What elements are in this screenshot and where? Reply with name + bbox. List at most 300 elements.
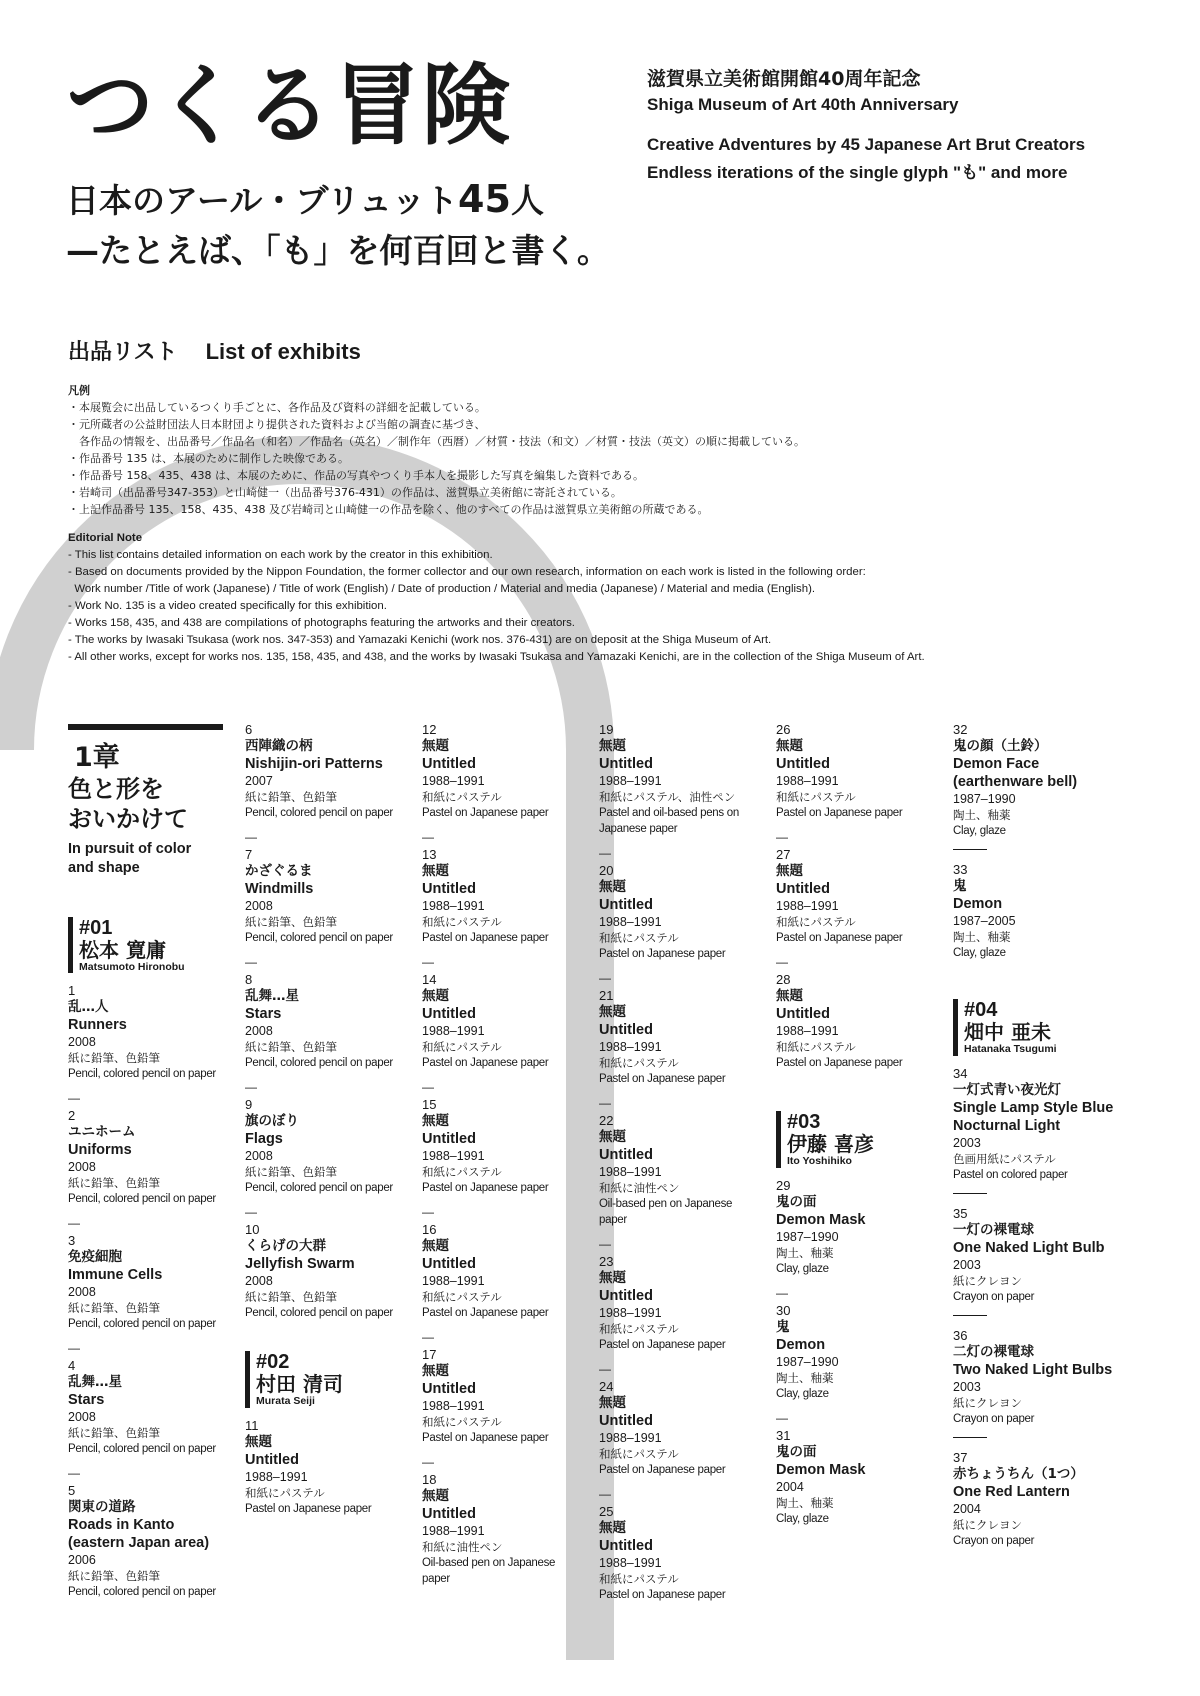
work-number: 11 — [245, 1417, 259, 1433]
work-material-en: Pastel and oil-based pens on — [599, 807, 739, 819]
work-material-en: Pastel on Japanese paper — [599, 1339, 726, 1351]
work-material-en: Pencil, colored pencil on paper — [68, 1586, 216, 1599]
chapter-bar — [68, 724, 223, 730]
work-entry — [68, 1358, 238, 1457]
separator: — — [422, 1205, 434, 1219]
description-line: Endless iterations of the single glyph "も" and more — [647, 163, 1068, 183]
work-title-en: Demon — [776, 1336, 826, 1353]
work-title-ja: 無題 — [599, 1004, 626, 1020]
artist-name-en: Hatanaka Tsugumi — [964, 1043, 1057, 1055]
work-date: 2008 — [245, 1024, 273, 1038]
separator-line — [953, 849, 987, 850]
work-date: 2003 — [953, 1257, 981, 1272]
work-material-ja: 和紙に油性ペン — [422, 1540, 503, 1554]
artist-name-en: Ito Yoshihiko — [787, 1155, 852, 1167]
work-material-en: Pastel on Japanese paper — [245, 1502, 372, 1515]
work-title-ja: 乱…人 — [68, 999, 109, 1016]
artist-header — [245, 1351, 415, 1408]
work-entry — [599, 988, 769, 1087]
work-title-en: Immune Cells — [68, 1267, 163, 1284]
work-title-ja: 無題 — [245, 1433, 272, 1450]
work-entry — [245, 1097, 415, 1196]
notes-line: 各作品の情報を、出品番号／作品名（和名）／作品名（英名）／制作年（西暦）／材質・技法（和文）／材質・技法（英文）の順に掲載している。 — [68, 435, 805, 448]
work-date: 2004 — [776, 1479, 804, 1494]
main-title: つくる冒険 — [66, 54, 512, 157]
subtitle-part: 日本のアール・ブリュット — [66, 181, 459, 220]
separator: — — [422, 1330, 434, 1344]
work-title-en: Demon Mask — [776, 1461, 866, 1478]
chapter-title: 色と形を — [68, 775, 164, 804]
work-number: 10 — [245, 1222, 260, 1237]
work-entry — [68, 1108, 238, 1207]
work-number: 25 — [599, 1504, 614, 1519]
work-material-en: Pencil, colored pencil on paper — [245, 1057, 393, 1069]
work-number: 27 — [776, 847, 791, 862]
work-entry — [599, 1379, 769, 1478]
work-title-ja: 免疫細胞 — [68, 1249, 122, 1266]
work-date: 2008 — [68, 1410, 96, 1425]
work-entry — [599, 1113, 769, 1228]
work-entry — [599, 1504, 769, 1603]
work-date: 1988–1991 — [599, 1431, 662, 1445]
work-entry — [422, 722, 592, 821]
separator: — — [776, 830, 788, 844]
notes-line: - This list contains detailed information on each work by the creator in this exhibition. — [68, 549, 493, 561]
notes-line: ・作品番号 158、435、438 は、本展のために、作品の写真やつくり手本人を撮影した写真を編集した資料である。 — [68, 469, 644, 482]
work-entry — [953, 722, 1153, 839]
work-title-ja: 無題 — [422, 1488, 449, 1504]
separator: — — [776, 1285, 788, 1300]
work-number: 37 — [953, 1449, 968, 1465]
chapter-en-line: and shape — [68, 859, 140, 876]
separator: — — [68, 1216, 80, 1231]
exhibit-column-4 — [599, 722, 769, 1605]
artist-number: #01 — [79, 916, 113, 939]
separator: — — [599, 1096, 611, 1110]
work-date: 1988–1991 — [245, 1469, 308, 1484]
work-title-en: Untitled — [599, 1147, 653, 1163]
artist-name: 松本 寛庸 — [79, 937, 166, 962]
exhibit-column-6 — [953, 722, 1153, 1551]
work-material-en: Pastel on Japanese paper — [599, 1073, 726, 1085]
work-title-en: Untitled — [776, 756, 830, 772]
work-material-ja: 紙に鉛筆、色鉛筆 — [245, 1040, 337, 1054]
work-material-ja: 和紙にパステル — [776, 1040, 856, 1054]
work-title-en: Two Naked Light Bulbs — [953, 1361, 1113, 1378]
work-number: 20 — [599, 863, 614, 878]
work-date: 1988–1991 — [599, 915, 662, 929]
work-number: 30 — [776, 1302, 791, 1318]
work-title-en: Untitled — [422, 756, 476, 772]
work-material-ja: 和紙にパステル — [776, 915, 856, 929]
work-entry — [599, 722, 769, 837]
exhibit-column-1 — [68, 724, 238, 1602]
work-date: 2008 — [68, 1160, 96, 1175]
notes-en — [68, 530, 1148, 666]
work-date: 2008 — [68, 1285, 96, 1300]
notes-line: - The works by Iwasaki Tsukasa (work nos. 347-353) and Yamazaki Kenichi (work nos. 376-431) are on deposit at the Shiga Museum of Art. — [68, 634, 772, 646]
work-date: 2008 — [245, 899, 273, 913]
notes-line: ・上記作品番号 135、158、435、438 及び岩崎司と山崎健一の作品を除く、他のすべての作品は滋賀県立美術館の所蔵である。 — [68, 503, 709, 516]
work-material-en: Oil-based pen on Japanese — [422, 1557, 556, 1569]
work-title-ja: くらげの大群 — [245, 1238, 326, 1254]
work-entry — [776, 722, 946, 821]
work-material-ja: 和紙にパステル — [599, 1572, 679, 1586]
work-title-ja: 無題 — [422, 1363, 449, 1379]
work-material-ja: 紙に鉛筆、色鉛筆 — [68, 1426, 160, 1441]
title-block — [66, 54, 626, 275]
work-entry — [245, 847, 415, 946]
work-number: 36 — [953, 1327, 968, 1343]
artist-name: 伊藤 喜彦 — [787, 1132, 874, 1156]
work-number: 19 — [599, 722, 614, 737]
work-title-ja: 一灯の裸電球 — [953, 1221, 1034, 1238]
separator: — — [599, 1237, 611, 1251]
work-date: 1988–1991 — [422, 1524, 485, 1538]
work-date: 1988–1991 — [422, 774, 485, 788]
exhibit-column-2 — [245, 722, 415, 1519]
work-entry — [776, 847, 946, 946]
work-entry — [68, 983, 238, 1082]
work-entry — [422, 972, 592, 1071]
work-title-en: Untitled — [599, 756, 653, 772]
work-material-en: Pastel on Japanese paper — [422, 1057, 549, 1069]
work-title-ja: 乱舞…星 — [68, 1374, 122, 1391]
work-title-en: Untitled — [422, 1131, 476, 1147]
work-number: 31 — [776, 1427, 791, 1443]
separator-line — [953, 1437, 987, 1438]
work-material-ja: 紙にクレヨン — [953, 1273, 1022, 1288]
separator: — — [68, 1466, 80, 1481]
work-material-ja: 紙に鉛筆、色鉛筆 — [245, 915, 337, 929]
work-material-en: Pencil, colored pencil on paper — [68, 1068, 216, 1081]
work-title-ja: 鬼の面 — [776, 1443, 817, 1460]
artist-name-en: Matsumoto Hironobu — [79, 960, 185, 973]
work-title-en: Untitled — [599, 1288, 653, 1304]
work-entry — [599, 863, 769, 962]
work-date: 1988–1991 — [422, 1274, 485, 1288]
separator: — — [776, 1410, 788, 1425]
work-date: 2007 — [245, 774, 273, 788]
work-title-ja: 無題 — [422, 988, 449, 1004]
subtitle-line2: —たとえば、「も」を何百回と書く。 — [66, 231, 610, 271]
work-title-ja: 鬼 — [776, 1318, 790, 1335]
notes-ja-heading: 凡例 — [68, 384, 90, 397]
work-number: 18 — [422, 1472, 437, 1487]
artist-name: 畑中 亜未 — [964, 1020, 1051, 1044]
separator: — — [599, 846, 611, 860]
subtitle-line1 — [66, 172, 626, 227]
work-title-en: Untitled — [422, 1506, 476, 1522]
work-date: 1988–1991 — [776, 1024, 839, 1038]
work-date: 1988–1991 — [776, 899, 839, 913]
work-title-en-cont: (eastern Japan area) — [68, 1535, 210, 1552]
work-material-ja: 陶土、釉薬 — [953, 930, 1011, 944]
work-title-en: Uniforms — [68, 1142, 132, 1159]
artist-number: #03 — [787, 1111, 821, 1133]
work-number: 35 — [953, 1205, 968, 1221]
work-entry — [68, 1233, 238, 1332]
work-material-ja: 和紙にパステル — [245, 1485, 325, 1500]
separator: — — [422, 1455, 434, 1469]
work-material-en: Pastel on Japanese paper — [422, 1307, 549, 1319]
work-number: 22 — [599, 1113, 614, 1128]
work-material-en: Pastel on Japanese paper — [422, 1182, 549, 1194]
separator: — — [245, 1205, 257, 1219]
work-number: 26 — [776, 722, 791, 737]
work-number: 33 — [953, 862, 968, 877]
separator: — — [68, 1091, 80, 1106]
work-title-ja: 鬼の面 — [776, 1193, 817, 1210]
work-date: 2003 — [953, 1135, 981, 1150]
artist-name: 村田 清司 — [256, 1372, 343, 1396]
work-title-ja: 関東の道路 — [68, 1499, 136, 1516]
work-title-en: Untitled — [422, 1006, 476, 1022]
work-material-ja: 紙に鉛筆、色鉛筆 — [245, 1290, 337, 1304]
work-entry — [245, 1222, 415, 1321]
separator: — — [776, 955, 788, 969]
work-title-en: Untitled — [599, 897, 653, 913]
work-title-ja: 無題 — [776, 863, 803, 879]
work-title-en: Stars — [245, 1006, 282, 1022]
anniversary-ja: 滋賀県立美術館開館40周年記念 — [647, 68, 921, 90]
notes-line: ・元所蔵者の公益財団法人日本財団より提供された資料および当館の調査に基づき、 — [68, 418, 486, 431]
work-entry — [422, 1472, 592, 1587]
work-number: 34 — [953, 1065, 968, 1081]
separator: — — [422, 830, 434, 844]
work-material-ja: 和紙にパステル — [599, 931, 679, 945]
work-title-ja: 一灯式青い夜光灯 — [953, 1081, 1061, 1098]
exhibit-column-5 — [776, 722, 946, 1529]
work-entry — [776, 972, 946, 1071]
work-entry — [422, 1347, 592, 1446]
work-material-en: Pencil, colored pencil on paper — [245, 807, 393, 819]
work-title-ja: 鬼 — [953, 878, 967, 894]
work-title-ja: かざぐるま — [245, 863, 313, 879]
work-title-ja: 無題 — [599, 1270, 626, 1286]
work-date: 2004 — [953, 1501, 981, 1516]
work-entry — [953, 1328, 1153, 1427]
separator: — — [599, 1487, 611, 1501]
work-title-ja: 無題 — [599, 738, 626, 754]
work-material-en: Pastel on Japanese paper — [776, 1057, 903, 1069]
work-title-en: Windmills — [245, 881, 314, 897]
notes-line: ・岩崎司（出品番号347-353）と山崎健一（出品番号376-431）の作品は、滋賀県立美術館に寄託されている。 — [68, 486, 622, 499]
work-material-ja: 和紙にパステル — [422, 1290, 502, 1304]
exhibition-description — [647, 131, 1167, 187]
work-title-en: Untitled — [245, 1451, 299, 1468]
work-number: 15 — [422, 1097, 437, 1112]
notes-ja — [68, 382, 1148, 518]
work-date: 1988–1991 — [599, 1556, 662, 1570]
chapter-title-en — [68, 840, 238, 876]
work-material-en: Clay, glaze — [953, 825, 1006, 837]
separator: — — [245, 1080, 257, 1094]
work-material-en: Pencil, colored pencil on paper — [68, 1318, 216, 1331]
work-material-en: Pencil, colored pencil on paper — [68, 1193, 216, 1206]
work-material-en-cont: paper — [422, 1573, 450, 1585]
work-number: 14 — [422, 972, 437, 987]
work-date: 1987–1990 — [776, 1229, 839, 1244]
work-title-en: Roads in Kanto — [68, 1517, 175, 1534]
work-material-ja: 紙に鉛筆、色鉛筆 — [68, 1176, 160, 1191]
notes-line: - All other works, except for works nos. 135, 158, 435, and 438, and the works by Iwasaki Tsukasa and Yamazaki Kenichi, are in the collection of the Shiga Museum of Art. — [68, 651, 925, 663]
work-title-ja: 西陣織の柄 — [245, 738, 313, 754]
artist-header — [953, 999, 1153, 1056]
notes-en-heading: Editorial Note — [68, 532, 143, 544]
work-material-ja: 陶土、釉薬 — [776, 1495, 834, 1510]
work-date: 2006 — [68, 1553, 96, 1568]
work-material-ja: 紙にクレヨン — [953, 1395, 1022, 1410]
work-material-ja: 紙に鉛筆、色鉛筆 — [68, 1301, 160, 1316]
work-entry — [245, 722, 415, 821]
work-number: 1 — [68, 983, 76, 999]
work-number: 8 — [245, 972, 253, 987]
separator-line — [953, 1315, 987, 1316]
work-number: 5 — [68, 1483, 76, 1499]
work-entry — [422, 1097, 592, 1196]
separator: — — [245, 830, 257, 844]
work-material-ja: 陶土、釉薬 — [953, 808, 1011, 822]
work-number: 29 — [776, 1177, 791, 1193]
work-material-en: Pastel on Japanese paper — [422, 807, 549, 819]
work-number: 13 — [422, 847, 437, 862]
work-material-ja: 和紙にパステル — [422, 1165, 502, 1179]
work-entry — [68, 1483, 238, 1600]
work-title-en-cont: (earthenware bell) — [953, 774, 1078, 790]
work-date: 1988–1991 — [599, 1306, 662, 1320]
work-number: 32 — [953, 722, 968, 737]
work-material-en: Crayon on paper — [953, 1290, 1035, 1303]
work-title-en: Untitled — [776, 881, 830, 897]
work-title-en: Demon Mask — [776, 1211, 866, 1228]
work-material-ja: 陶土、釉薬 — [776, 1370, 834, 1385]
work-entry — [245, 972, 415, 1071]
work-number: 3 — [68, 1233, 76, 1249]
work-entry — [599, 1254, 769, 1353]
work-material-en: Crayon on paper — [953, 1534, 1035, 1547]
notes-line: - Based on documents provided by the Nippon Foundation, the former collector and our own research, information on each work is listed in the following order: — [68, 566, 866, 578]
notes-line: ・本展覧会に出品しているつくり手ごとに、各作品及び資料の詳細を記載している。 — [68, 401, 486, 414]
notes-line: ・作品番号 135 は、本展のために制作した映像である。 — [68, 452, 349, 465]
work-title-en: Runners — [68, 1017, 127, 1034]
work-title-ja: 無題 — [422, 863, 449, 879]
work-title-ja: ユニホーム — [68, 1124, 136, 1141]
list-heading-en: List of exhibits — [205, 339, 361, 364]
work-material-en: Pencil, colored pencil on paper — [245, 1182, 393, 1194]
work-title-ja: 無題 — [422, 738, 449, 754]
work-entry — [422, 847, 592, 946]
work-date: 1987–2005 — [953, 914, 1016, 928]
work-date: 1987–1990 — [776, 1354, 839, 1369]
work-number: 17 — [422, 1347, 437, 1362]
work-material-ja: 和紙にパステル — [776, 790, 856, 804]
work-title-ja: 無題 — [599, 1520, 626, 1536]
work-material-ja: 紙にクレヨン — [953, 1517, 1022, 1532]
work-date: 1988–1991 — [599, 1040, 662, 1054]
separator: — — [245, 955, 257, 969]
work-number: 23 — [599, 1254, 614, 1269]
work-title-en: Demon — [953, 896, 1003, 912]
work-material-ja: 和紙に油性ペン — [599, 1181, 680, 1195]
work-material-en-cont: paper — [599, 1214, 627, 1226]
work-title-en: Untitled — [422, 881, 476, 897]
work-title-en: Jellyfish Swarm — [245, 1256, 355, 1272]
work-title-en: Demon Face — [953, 756, 1040, 772]
subtitle-number: 45 — [458, 177, 511, 221]
list-heading-ja: 出品リスト — [68, 340, 178, 365]
work-number: 7 — [245, 847, 253, 862]
work-entry — [245, 1418, 415, 1517]
work-date: 1988–1991 — [422, 899, 485, 913]
anniversary-en: Shiga Museum of Art 40th Anniversary — [647, 94, 959, 114]
work-number: 16 — [422, 1222, 437, 1237]
chapter-title: おいかけて — [68, 805, 188, 834]
work-entry — [953, 862, 1153, 961]
notes-line: - Works 158, 435, and 438 are compilations of photographs featuring the artworks and their creators. — [68, 617, 575, 629]
separator: — — [422, 955, 434, 969]
work-title-en: Single Lamp Style Blue — [953, 1099, 1114, 1116]
work-date: 1988–1991 — [599, 1165, 662, 1179]
work-material-en: Clay, glaze — [953, 947, 1006, 959]
work-material-ja: 和紙にパステル、油性ペン — [599, 790, 736, 804]
separator: — — [599, 1362, 611, 1376]
work-material-en: Pencil, colored pencil on paper — [68, 1443, 216, 1456]
artist-number: #02 — [256, 1351, 290, 1373]
work-material-en: Clay, glaze — [776, 1262, 829, 1275]
work-number: 24 — [599, 1379, 614, 1394]
work-material-en: Clay, glaze — [776, 1387, 829, 1400]
work-title-ja: 旗のぼり — [245, 1113, 299, 1129]
work-material-ja: 和紙にパステル — [599, 1447, 679, 1461]
work-title-en: Stars — [68, 1392, 105, 1409]
work-entry — [422, 1222, 592, 1321]
work-material-ja: 色画用紙にパステル — [953, 1151, 1056, 1166]
artist-name-en: Murata Seiji — [256, 1395, 315, 1407]
work-material-en: Pastel on Japanese paper — [776, 807, 903, 819]
work-entry — [776, 1428, 946, 1527]
work-number: 2 — [68, 1108, 76, 1124]
work-date: 1988–1991 — [422, 1149, 485, 1163]
work-title-ja: 無題 — [599, 879, 626, 895]
work-material-en-cont: Japanese paper — [599, 823, 678, 835]
work-title-en: One Naked Light Bulb — [953, 1239, 1105, 1256]
work-title-ja: 無題 — [776, 988, 803, 1004]
work-entry — [776, 1178, 946, 1277]
chapter-number: 1章 — [74, 742, 120, 773]
work-number: 4 — [68, 1358, 76, 1374]
artist-number: #04 — [964, 999, 998, 1021]
work-material-en: Pastel on Japanese paper — [776, 932, 903, 944]
work-title-ja: 鬼の顔（土鈴） — [953, 738, 1048, 754]
work-title-en: Untitled — [422, 1381, 476, 1397]
work-material-en: Pastel on Japanese paper — [599, 1464, 726, 1476]
work-date: 2008 — [68, 1035, 96, 1050]
work-title-en: Untitled — [422, 1256, 476, 1272]
work-title-ja: 無題 — [776, 738, 803, 754]
work-title-ja: 乱舞…星 — [245, 988, 299, 1004]
work-title-en-cont: Nocturnal Light — [953, 1117, 1061, 1134]
notes-line: Work number /Title of work (Japanese) / Title of work (English) / Date of production / Material and media (Japanese) / Material and media (English). — [68, 583, 816, 595]
work-number: 28 — [776, 972, 791, 987]
work-material-ja: 和紙にパステル — [422, 1040, 502, 1054]
work-entry — [776, 1303, 946, 1402]
work-number: 6 — [245, 722, 253, 737]
work-entry — [953, 1450, 1153, 1549]
work-date: 2003 — [953, 1379, 981, 1394]
work-number: 12 — [422, 722, 437, 737]
description-line: Creative Adventures by 45 Japanese Art Brut Creators — [647, 135, 1086, 155]
